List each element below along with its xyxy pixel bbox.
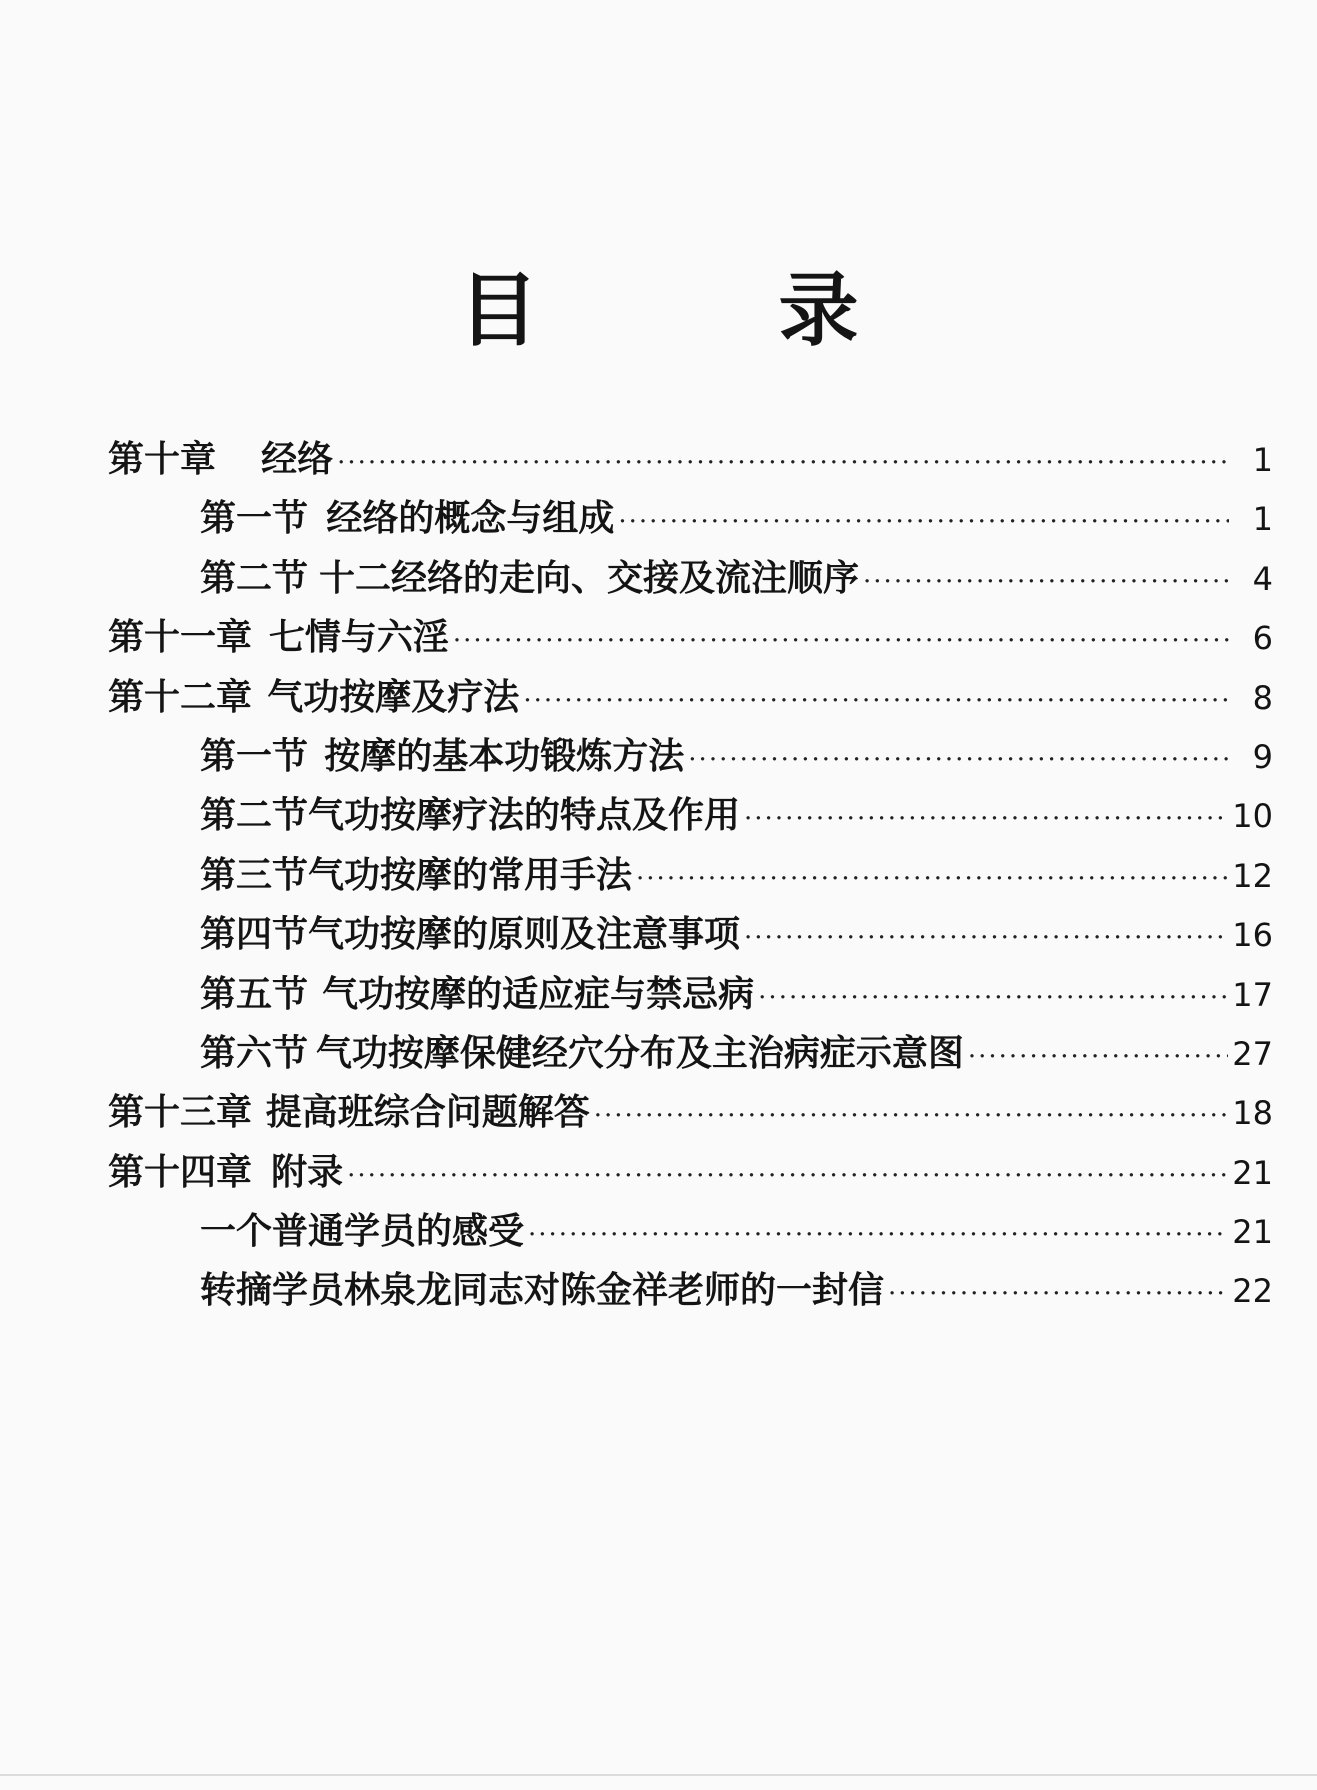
- dot-leader: [594, 1087, 1229, 1142]
- toc-entry-section: [108, 786, 1273, 845]
- toc-entry-label: 第一节: [200, 734, 309, 777]
- toc-entry-page: 21: [1232, 1153, 1273, 1192]
- toc-entry-text: 气功按摩疗法的特点及作用: [308, 794, 741, 837]
- toc-entry-text: 十二经络的走向、交接及流注顺序: [319, 556, 860, 599]
- toc-entry-text: 经络: [261, 438, 334, 480]
- toc-entry-page: 27: [1232, 1034, 1273, 1073]
- dot-leader: [347, 1147, 1228, 1202]
- toc-entry-label: 第三节: [200, 853, 309, 896]
- toc-entry-page: 9: [1252, 737, 1273, 776]
- dot-leader: [888, 1265, 1228, 1320]
- page-title: 目 录: [458, 263, 939, 357]
- scan-bottom-edge: [0, 1774, 1317, 1776]
- toc-entry-section: [108, 1024, 1273, 1083]
- dot-leader: [688, 731, 1229, 786]
- toc-entry-chapter-12: [108, 668, 1273, 727]
- toc-entry-text: 气功按摩保健经穴分布及主治病症示意图: [315, 1031, 964, 1074]
- toc-entry-appendix: [108, 1202, 1273, 1261]
- toc-entry-chapter-10: [108, 430, 1273, 489]
- toc-entry-section: [108, 965, 1273, 1024]
- toc-entry-chapter-14: [108, 1143, 1273, 1202]
- toc-entry-text: 气功按摩及疗法: [267, 675, 520, 718]
- toc-entry-section: [108, 727, 1273, 786]
- toc-entry-page: 21: [1232, 1213, 1273, 1252]
- toc-entry-page: 18: [1232, 1094, 1273, 1133]
- toc-entry-text: 气功按摩的适应症与禁忌病: [322, 972, 755, 1015]
- toc-entry-section: [108, 846, 1273, 905]
- toc-entry-text: 提高班综合问题解答: [265, 1091, 590, 1134]
- dot-leader: [968, 1028, 1228, 1083]
- toc-entry-chapter-13: [108, 1083, 1273, 1142]
- toc-entry-text: 转摘学员林泉龙同志对陈金祥老师的一封信: [200, 1269, 885, 1312]
- toc-entry-text: 气功按摩的常用手法: [308, 853, 633, 896]
- toc-entry-label: 第十四章: [108, 1150, 253, 1193]
- toc-entry-label: 第二节: [200, 794, 309, 837]
- toc-entry-label: 第六节: [200, 1031, 309, 1074]
- dot-leader: [523, 672, 1229, 727]
- toc-entry-appendix: [108, 1261, 1273, 1320]
- dot-leader: [758, 969, 1228, 1024]
- toc-entry-text: 经络的概念与组成: [326, 497, 615, 540]
- toc-entry-section: [108, 905, 1273, 964]
- toc-entry-page: 4: [1252, 559, 1273, 598]
- toc-entry-chapter-11: [108, 608, 1273, 667]
- toc-entry-page: 16: [1232, 916, 1273, 955]
- toc-entry-label: 第十章: [108, 438, 217, 480]
- toc-entry-label: 第十二章: [108, 675, 253, 718]
- toc-entry-page: 1: [1252, 441, 1273, 479]
- toc-entry-label: 第十三章: [108, 1091, 253, 1134]
- dot-leader: [744, 909, 1228, 964]
- toc-entry-page: 1: [1252, 500, 1273, 539]
- toc-entry-text: 附录: [271, 1150, 344, 1193]
- toc-entry-label: 第十一章: [108, 616, 253, 659]
- toc-entry-page: 22: [1232, 1272, 1273, 1311]
- toc-entry-section: [108, 489, 1273, 548]
- dot-leader: [744, 790, 1228, 845]
- toc-entry-text: 气功按摩的原则及注意事项: [308, 913, 741, 956]
- dot-leader: [528, 1206, 1228, 1261]
- dot-leader: [636, 850, 1228, 905]
- dot-leader: [453, 612, 1229, 667]
- toc-entry-section: [108, 549, 1273, 608]
- toc-entry-page: 17: [1232, 975, 1273, 1014]
- toc-entry-label: 第五节: [200, 972, 309, 1015]
- toc-entry-page: 12: [1232, 856, 1273, 895]
- toc-entry-label: 第四节: [200, 913, 309, 956]
- toc-entry-text: 按摩的基本功锻炼方法: [324, 734, 685, 777]
- toc-entry-page: 6: [1252, 619, 1273, 658]
- dot-leader: [618, 493, 1229, 548]
- toc-entry-text: 一个普通学员的感受: [200, 1210, 525, 1253]
- toc-entry-page: 8: [1252, 678, 1273, 717]
- toc-entry-label: 第二节: [200, 556, 309, 599]
- table-of-contents: [108, 430, 1273, 1321]
- toc-entry-text: 七情与六淫: [268, 616, 449, 659]
- dot-leader: [337, 434, 1229, 489]
- dot-leader: [863, 553, 1229, 608]
- toc-entry-label: 第一节: [200, 497, 309, 540]
- toc-entry-page: 10: [1232, 797, 1273, 836]
